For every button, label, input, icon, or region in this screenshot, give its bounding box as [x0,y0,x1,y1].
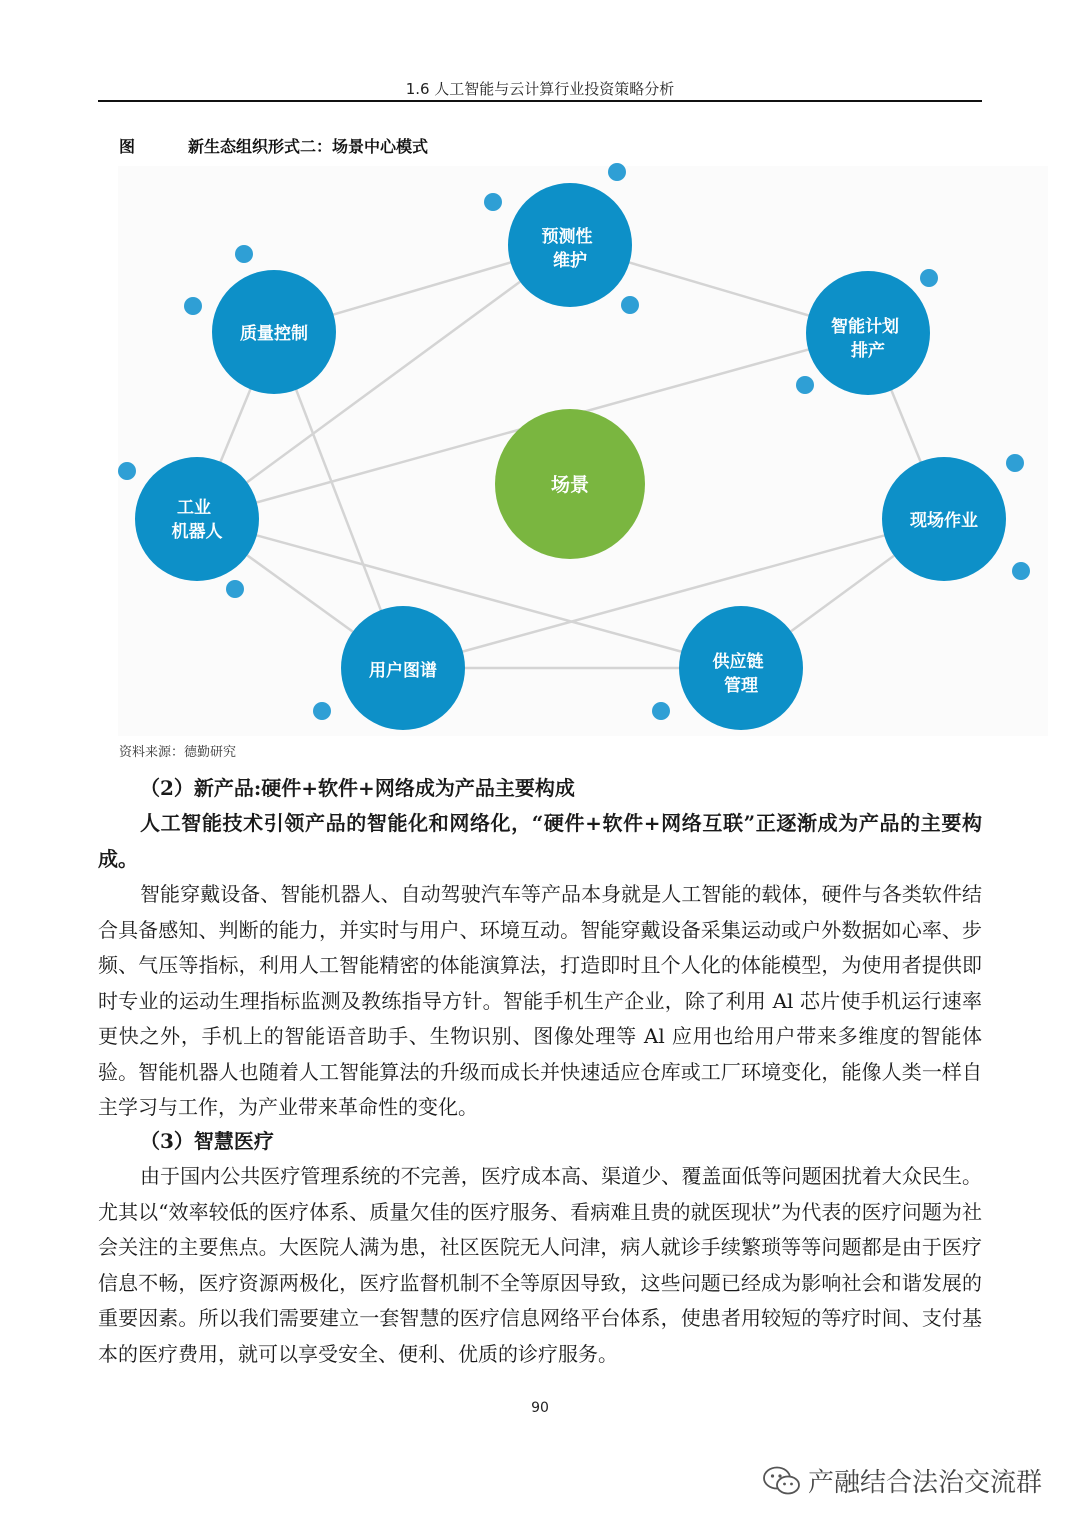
watermark-text: 产融结合法治交流群 [808,1468,1043,1498]
wechat-icon [762,1465,802,1497]
svg-text:质量控制 [240,323,308,344]
page-number: 90 [531,1400,549,1416]
svg-text:现场作业 [909,510,978,531]
figure-source: 资料来源：德勤研究 [119,745,237,760]
page-header-title: 1.6 人工智能与云计算行业投资策略分析 [405,80,675,98]
diagram-nodes [135,183,1006,730]
satellite-dot [313,702,331,720]
satellite-dot [796,376,814,394]
node-label-line: 供应链 [712,652,764,672]
section-2-lead: 人工智能技术引领产品的智能化和网络化，“硬件+软件+网络互联”正逐渐成为产品的主要构成。 [98,811,982,871]
satellite-dot [608,163,626,181]
satellite-dot [235,245,253,263]
figure-title: 新生态组织形式二：场景中心模式 [188,137,429,156]
node-label-line: 用户图谱 [369,661,437,681]
section-2-heading: （2）新产品:硬件+软件+网络成为产品主要构成 [140,776,575,800]
satellite-dot [184,297,202,315]
section-3-heading: （3）智慧医疗 [140,1129,274,1153]
section-3-body: 由于国内公共医疗管理系统的不完善，医疗成本高、渠道少、覆盖面低等问题困扰着大众民生。尤其以“效率较低的医疗体系、质量欠佳的医疗服务、看病难且贵的就医现状”为代表的医疗问题为社会关注的主要焦点。大医院人满为患，社区医院无人问津，病人就诊手续繁琐等等问题都是由于医疗信息不畅，医疗资源两极化，医疗监督机制不全等原因导致，这些问题已经成为影响社会和谐发展的重要因素。所以我们需要建立一套智慧的医疗信息网络平台体系，使患者用较短的等疗时间、支付基本的医疗费用，就可以享受安全、便利、优质的诊疗服务。 [98,1164,982,1366]
node-label-line: 排产 [851,341,885,361]
satellite-dot [118,462,136,480]
edge [403,519,944,668]
watermark [762,1462,1042,1499]
satellite-dot [484,193,502,211]
node-label-line: 机器人 [171,522,223,542]
node-label-line: 管理 [724,676,758,696]
node-label-line: 维护 [553,251,587,271]
center-node-label: 场景 [550,474,590,496]
node-label-line: 工业 [177,498,212,518]
node-industrial-robot [135,457,259,581]
section-2-body: 智能穿戴设备、智能机器人、自动驾驶汽车等产品本身就是人工智能的载体，硬件与各类软件结合具备感知、判断的能力，并实时与用户、环境互动。智能穿戴设备采集运动或户外数据如心率、步频、气压等指标，利用人工智能精密的体能演算法，打造即时且个人化的体能模型，为使用者提供即时专业的运动生理指标监测及教练指导方针。智能手机生产企业，除了利用 Al 芯片使手机运行速率更快之外，手机上的智能语音助手、生物识别、图像处理等 Al 应用也给用户带来多维度的智能体验。智能机器人也随着人工智能算法的升级而成长并快速适应仓库或工厂环境变化，能像人类一样自主学习与工作，为产业带来革命性的变化。 [98,882,982,1119]
node-label-line: 预测性 [541,227,593,247]
edge [197,519,741,668]
node-label-line: 智能计划 [831,317,900,337]
scenario-center-diagram [0,0,1080,760]
satellite-dot [1006,454,1024,472]
node-label-line: 现场作业 [910,511,978,531]
satellite-dot [652,702,670,720]
satellite-dot [920,269,938,287]
node-label-line: 质量控制 [240,324,308,344]
figure-label: 图 [119,137,136,156]
satellite-dot [621,296,639,314]
satellite-dot [1012,562,1030,580]
svg-text:用户图谱 [369,660,437,681]
satellite-dot [226,580,244,598]
